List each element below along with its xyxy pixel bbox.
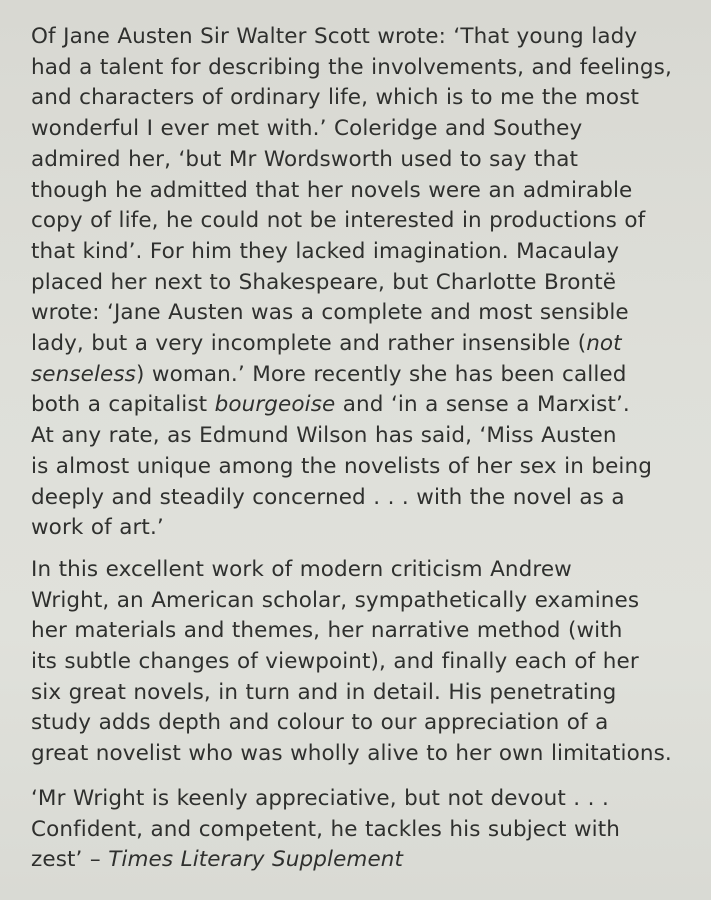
text-line: At any rate, as Edmund Wilson has said, ‘Miss Austen <box>31 423 617 449</box>
italic-text: not <box>586 331 622 357</box>
text-line: six great novels, in turn and in detail. His penetrating <box>31 679 617 705</box>
text-line: placed her next to Shakespeare, but Charlotte Brontë <box>31 269 617 295</box>
text-segment: both a capitalist <box>31 392 215 418</box>
text-line: ‘Mr Wright is keenly appreciative, but not devout . . . <box>31 785 609 811</box>
italic-text: senseless <box>31 361 136 387</box>
text-line: admired her, ‘but Mr Wordsworth used to say that <box>31 146 579 172</box>
paragraph-book-description <box>31 555 699 770</box>
text-segment: zest’ – <box>31 847 109 873</box>
text-segment: and ‘in a sense a Marxist’. <box>335 392 630 418</box>
italic-text: bourgeoise <box>214 392 336 418</box>
text-line: had a talent for describing the involvements, and feelings, <box>31 54 672 80</box>
text-line: Confident, and competent, he tackles his subject with <box>31 816 621 842</box>
paragraph-review-quote <box>31 784 699 876</box>
text-line <box>31 329 699 360</box>
text-line <box>31 360 699 391</box>
text-line: that kind’. For him they lacked imagination. Macaulay <box>31 238 620 264</box>
text-line: great novelist who was wholly alive to her own limitations. <box>31 741 672 767</box>
text-line: Of Jane Austen Sir Walter Scott wrote: ‘That young lady <box>31 24 638 49</box>
text-line: and characters of ordinary life, which is to me the most <box>31 85 640 111</box>
book-blurb <box>31 22 699 876</box>
text-line: deeply and steadily concerned . . . with the novel as a <box>31 484 625 510</box>
text-line: copy of life, he could not be interested in productions of <box>31 208 646 234</box>
text-line: her materials and themes, her narrative method (with <box>31 618 623 644</box>
publication-name: Times Literary Supplement <box>108 847 404 873</box>
text-line: study adds depth and colour to our appreciation of a <box>31 710 609 736</box>
text-line: wrote: ‘Jane Austen was a complete and most sensible <box>31 300 629 326</box>
text-line: work of art.’ <box>31 515 164 541</box>
text-line: Wright, an American scholar, sympathetically examines <box>31 587 640 613</box>
text-line: is almost unique among the novelists of her sex in being <box>31 453 652 479</box>
text-line: In this excellent work of modern criticism Andrew <box>31 556 572 582</box>
text-line: its subtle changes of viewpoint), and finally each of her <box>31 649 639 675</box>
paragraph-critics-quotes <box>31 22 699 544</box>
text-line <box>31 845 699 876</box>
text-segment: lady, but a very incomplete and rather insensible ( <box>31 331 587 357</box>
text-line: though he admitted that her novels were an admirable <box>31 177 633 203</box>
text-line <box>31 390 699 421</box>
text-line: wonderful I ever met with.’ Coleridge and Southey <box>31 116 583 142</box>
text-segment: ) woman.’ More recently she has been called <box>136 361 627 387</box>
